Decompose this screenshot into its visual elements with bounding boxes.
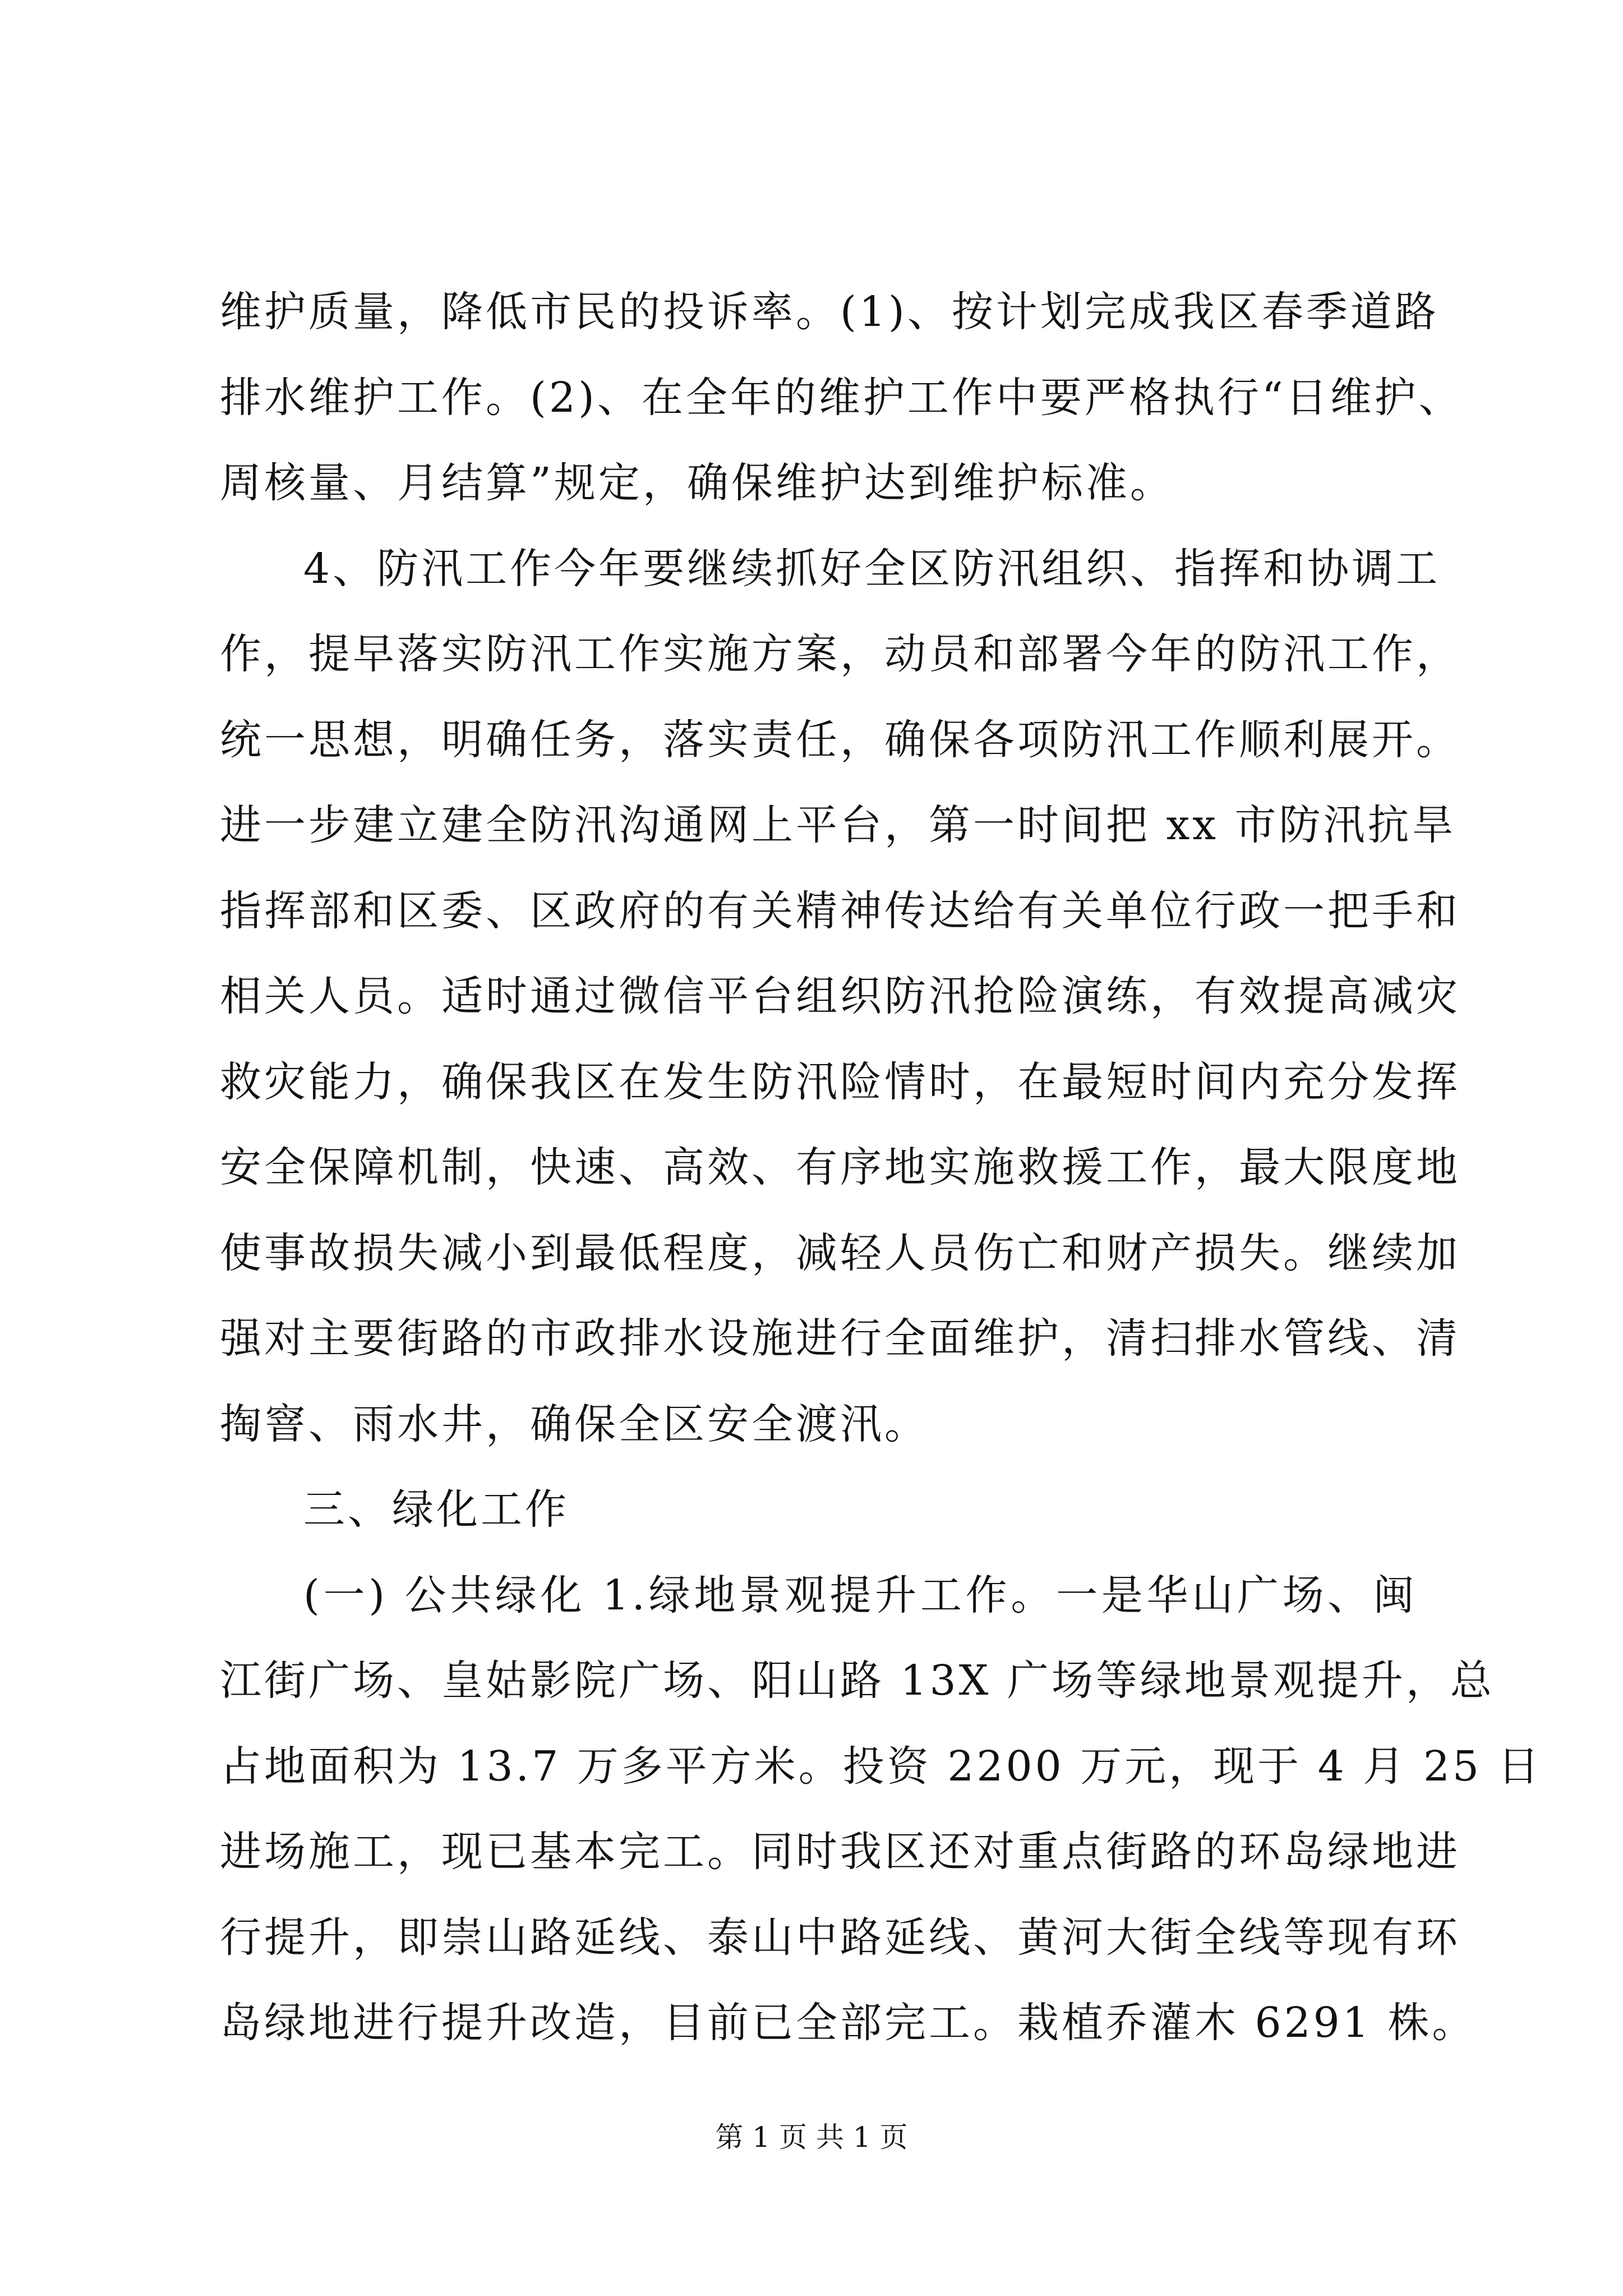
text-line: 维护质量，降低市民的投诉率。(1)、按计划完成我区春季道路 xyxy=(220,288,1439,336)
text-line: 岛绿地进行提升改造，目前已全部完工。栽植乔灌木 6291 株。 xyxy=(220,1999,1477,2047)
text-line: 排水维护工作。(2)、在全年的维护工作中要严格执行“日维护、 xyxy=(220,373,1463,422)
paragraph-maintenance xyxy=(220,269,1463,526)
page-footer: 第 1 页 共 1 页 xyxy=(715,2121,908,2154)
paragraph-public-greening xyxy=(220,1553,1542,2066)
text-line: 作，提早落实防汛工作实施方案，动员和部署今年的防汛工作， xyxy=(220,630,1460,678)
text-line: 强对主要街路的市政排水设施进行全面维护，清扫排水管线、清 xyxy=(220,1314,1460,1363)
text-line: 占地面积为 13.7 万多平方米。投资 2200 万元，现于 4 月 25 日 xyxy=(220,1742,1542,1791)
document-body xyxy=(220,269,1542,2066)
text-line: 统一思想，明确任务，落实责任，确保各项防汛工作顺利展开。 xyxy=(220,715,1460,764)
text-line: 掏窨、雨水井，确保全区安全渡汛。 xyxy=(220,1400,929,1448)
text-line: 周核量、月结算”规定，确保维护达到维护标准。 xyxy=(220,459,1174,507)
text-line: (一) 公共绿化 1.绿地景观提升工作。一是华山广场、闽 xyxy=(303,1571,1417,1619)
text-line: 安全保障机制，快速、高效、有序地实施救援工作，最大限度地 xyxy=(220,1143,1460,1191)
text-line: 救灾能力，确保我区在发生防汛险情时，在最短时间内充分发挥 xyxy=(220,1057,1460,1106)
text-line: 相关人员。适时通过微信平台组织防汛抢险演练，有效提高减灾 xyxy=(220,972,1460,1020)
section-heading-greening xyxy=(220,1467,1417,1553)
paragraph-flood-control xyxy=(220,526,1460,1467)
text-line: 行提升，即崇山路延线、泰山中路延线、黄河大街全线等现有环 xyxy=(220,1913,1460,1962)
text-line: 三、绿化工作 xyxy=(303,1485,569,1534)
text-line: 江街广场、皇姑影院广场、阳山路 13X 广场等绿地景观提升，总 xyxy=(220,1657,1495,1705)
text-line: 进场施工，现已基本完工。同时我区还对重点街路的环岛绿地进 xyxy=(220,1828,1460,1876)
text-line: 4、防汛工作今年要继续抓好全区防汛组织、指挥和协调工 xyxy=(303,544,1441,593)
text-line: 指挥部和区委、区政府的有关精神传达给有关单位行政一把手和 xyxy=(220,886,1460,935)
text-line: 进一步建立建全防汛沟通网上平台，第一时间把 xx 市防汛抗旱 xyxy=(220,801,1456,849)
text-line: 使事故损失减小到最低程度，减轻人员伤亡和财产损失。继续加 xyxy=(220,1228,1460,1277)
